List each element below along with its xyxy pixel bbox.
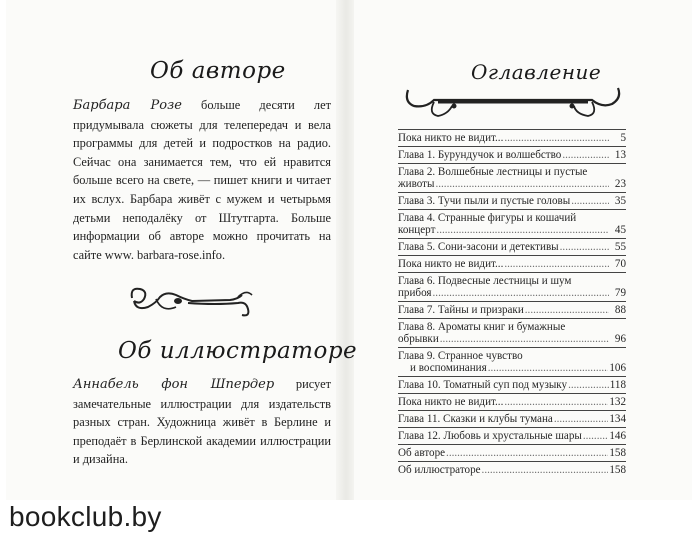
toc-dot-leader [571, 195, 609, 207]
toc-dot-leader [440, 333, 609, 345]
toc-page-number: 134 [609, 413, 626, 425]
toc-entry-title: Об иллюстраторе [398, 464, 481, 476]
toc-entry [398, 255, 626, 270]
toc-dot-leader [504, 396, 608, 408]
toc-entry-title: Глава 9. Странное чувство [398, 350, 523, 362]
toc-entry-title: Пока никто не видит... [398, 258, 504, 270]
large-ornament [398, 80, 628, 122]
toc-entry-title: животы [398, 178, 435, 190]
small-ornament [126, 283, 258, 321]
toc-entry [398, 301, 626, 316]
toc-page-number: 158 [609, 464, 626, 476]
toc-entry-title: Пока никто не видит... [398, 132, 504, 144]
toc-page-number: 118 [609, 379, 626, 391]
illustrator-text: рисует замечательные иллюстрации для издательств разных стран. Художница живёт в Берлине и преподаёт в Берлинской академии иллюстрации и дизайна. [73, 377, 331, 467]
toc-page-number: 132 [609, 396, 626, 408]
illustrator-paragraph [73, 375, 331, 469]
toc-entry [398, 318, 626, 345]
toc-entry-title: Глава 7. Тайны и призраки [398, 304, 524, 316]
toc-dot-leader [554, 413, 609, 425]
toc-entry [398, 376, 626, 391]
toc-dot-leader [435, 178, 609, 190]
toc-entry-title: прибоя [398, 287, 432, 299]
toc-page-number: 96 [614, 333, 626, 345]
toc-entry [398, 192, 626, 207]
toc-entry-title: концерт [398, 224, 436, 236]
toc-entry-title: Глава 12. Любовь и хрустальные шары [398, 430, 582, 442]
author-heading: Об авторе [150, 58, 286, 84]
toc-page-number: 146 [609, 430, 626, 442]
toc-entry [398, 461, 626, 476]
illustrator-name: Аннабель фон Шпердер [73, 377, 275, 392]
toc-entry-title: и воспоминания [410, 362, 487, 374]
book-gutter [336, 0, 356, 500]
toc-dot-leader [562, 149, 609, 161]
toc-dot-leader [568, 379, 609, 391]
author-name: Барбара Розе [73, 98, 182, 113]
toc-page-number: 45 [614, 224, 626, 236]
author-paragraph [73, 96, 331, 264]
toc-dot-leader [525, 304, 609, 316]
toc-entry-title: Глава 8. Ароматы книг и бумажные [398, 321, 566, 333]
toc-entry-title: Об авторе [398, 447, 446, 459]
toc-dot-leader [583, 430, 609, 442]
author-text: больше десяти лет придумывала сюжеты для телепередач и вела программы для детей и подростков на радио. Сейчас она занимается тем, что ей нравится больше всего на свете, — пишет книги и читает их вслух. Барбара живёт с мужем и четырьмя детьми неподалёку от Штутгарта. Больше информации об авторе можно прочитать на сайте www. barbara-rose.info. [73, 98, 331, 262]
toc-entry-title: Глава 4. Странные фигуры и кошачий [398, 212, 577, 224]
toc-dot-leader [560, 241, 609, 253]
toc-page-number: 79 [614, 287, 626, 299]
toc-entry-title: Глава 11. Сказки и клубы тумана [398, 413, 553, 425]
toc-dot-leader [504, 258, 609, 270]
illustrator-heading: Об иллюстраторе [118, 338, 358, 364]
toc-entry [398, 427, 626, 442]
toc-entry-title: Глава 5. Сони-засони и детективы [398, 241, 559, 253]
toc-entry-title: Глава 2. Волшебные лестницы и пустые [398, 166, 588, 178]
toc-entry [398, 146, 626, 161]
toc-dot-leader [433, 287, 609, 299]
toc-entry-title: Пока никто не видит... [398, 396, 504, 408]
toc-dot-leader [436, 224, 609, 236]
toc-dot-leader [504, 132, 609, 144]
toc-page-number: 88 [614, 304, 626, 316]
toc-entry [398, 209, 626, 236]
toc-dot-leader [446, 447, 608, 459]
toc-entry-title: Глава 10. Томатный суп под музыку [398, 379, 568, 391]
table-of-contents [398, 129, 626, 478]
toc-entry [398, 347, 626, 374]
toc-entry-title: обрывки [398, 333, 439, 345]
toc-page-number: 55 [614, 241, 626, 253]
watermark: bookclub.by [9, 501, 162, 532]
toc-entry-title: Глава 6. Подвесные лестницы и шум [398, 275, 572, 287]
toc-page-number: 70 [614, 258, 626, 270]
toc-entry [398, 238, 626, 253]
toc-page-number: 13 [614, 149, 626, 161]
toc-entry-title: Глава 1. Бурундучок и волшебство [398, 149, 562, 161]
toc-page-number: 158 [609, 447, 626, 459]
toc-entry [398, 393, 626, 408]
toc-page-number: 5 [620, 132, 626, 144]
toc-entry [398, 129, 626, 144]
toc-heading: Оглавление [471, 60, 602, 84]
toc-dot-leader [488, 362, 609, 374]
toc-entry [398, 444, 626, 459]
toc-page-number: 35 [614, 195, 626, 207]
toc-page-number: 106 [609, 362, 626, 374]
toc-entry [398, 163, 626, 190]
toc-entry-title: Глава 3. Тучи пыли и пустые головы [398, 195, 571, 207]
toc-entry [398, 272, 626, 299]
toc-page-number: 23 [614, 178, 626, 190]
toc-dot-leader [482, 464, 609, 476]
toc-entry [398, 410, 626, 425]
